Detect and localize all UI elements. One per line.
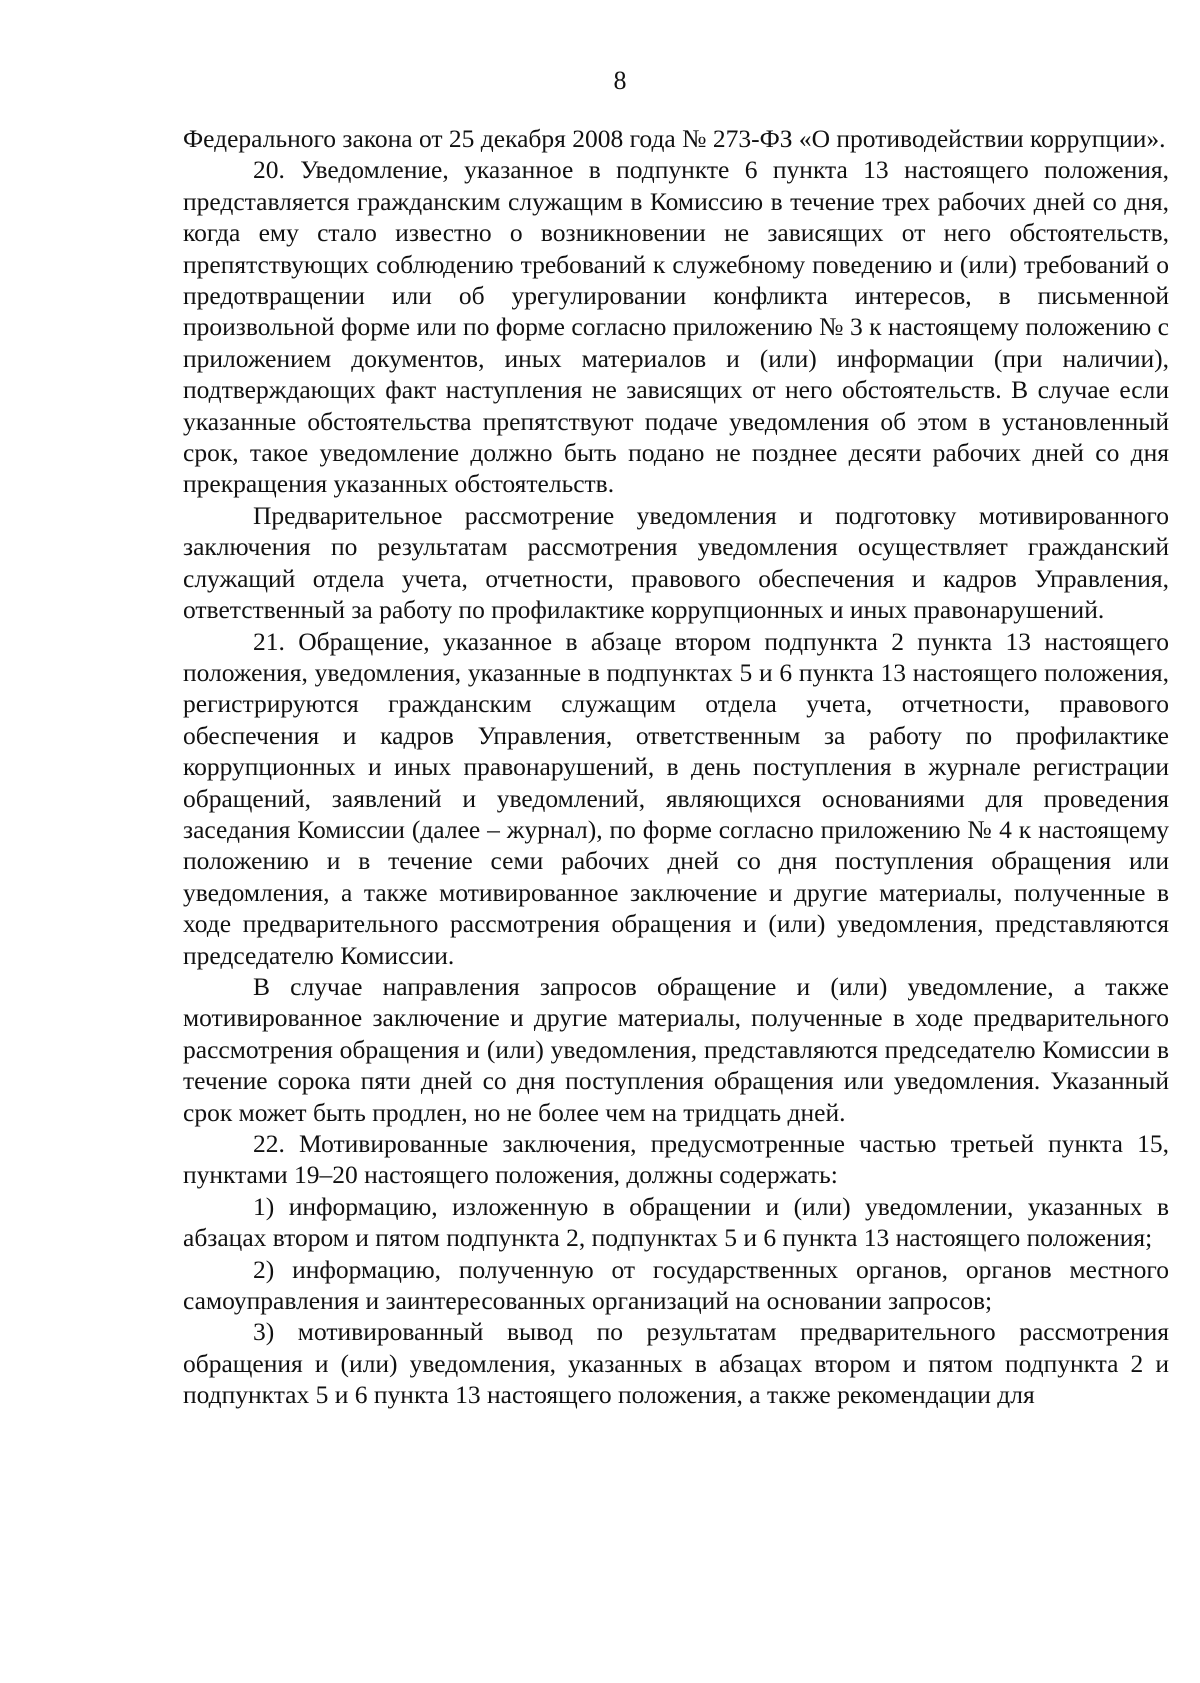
document-body: [183, 123, 1169, 1411]
list-item-3: 3) мотивированный вывод по результатам предварительного рассмотрения обращения и (или) уведомления, указанных в абзацах втором и пятом подпункта 2 и подпунктах 5 и 6 пункта 13 настоящего положения, а также рекомендации для: [183, 1317, 1169, 1410]
paragraph-item-21: 21. Обращение, указанное в абзаце втором подпункта 2 пункта 13 настоящего положения, уведомления, указанные в подпунктах 5 и 6 пункта 13 настоящего положения, регистрируются гражданским служащим отдела учета, отчетности, правового обеспечения и кадров Управления, ответственным за работу по профилактике коррупционных и иных правонарушений, в день поступления в журнале регистрации обращений, заявлений и уведомлений, являющихся основаниями для проведения заседания Комиссии (далее – журнал), по форме согласно приложению № 4 к настоящему положению и в течение семи рабочих дней со дня поступления обращения или уведомления, а также мотивированное заключение и другие материалы, полученные в ходе предварительного рассмотрения обращения и (или) уведомления, представляются председателю Комиссии.: [183, 626, 1169, 970]
paragraph-item-22: 22. Мотивированные заключения, предусмотренные частью третьей пункта 15, пунктами 19–20 настоящего положения, должны содержать:: [183, 1129, 1169, 1190]
paragraph-requests: В случае направления запросов обращение и (или) уведомление, а также мотивированное заключение и другие материалы, полученные в ходе предварительного рассмотрения обращения и (или) уведомления, представляются председателю Комиссии в течение сорока пяти дней со дня поступления обращения или уведомления. Указанный срок может быть продлен, но не более чем на тридцать дней.: [183, 971, 1169, 1127]
paragraph-preliminary-review: Предварительное рассмотрение уведомления и подготовку мотивированного заключения по результатам рассмотрения уведомления осуществляет гражданский служащий отдела учета, отчетности, правового обеспечения и кадров Управления, ответственный за работу по профилактике коррупционных и иных правонарушений.: [183, 500, 1169, 625]
paragraph-continuation: Федерального закона от 25 декабря 2008 года № 273-ФЗ «О противодействии коррупции».: [183, 124, 1166, 153]
list-item-2: 2) информацию, полученную от государственных органов, органов местного самоуправления и заинтересованных организаций на основании запросов;: [183, 1254, 1169, 1316]
paragraph-item-20: 20. Уведомление, указанное в подпункте 6 пункта 13 настоящего положения, представляется гражданским служащим в Комиссию в течение трех рабочих дней со дня, когда ему стало известно о возникновении не зависящих от него обстоятельств, препятствующих соблюдению требований к служебному поведению и (или) требований о предотвращении или об урегулировании конфликта интересов, в письменной произвольной форме или по форме согласно приложению № 3 к настоящему положению с приложением документов, иных материалов и (или) информации (при наличии), подтверждающих факт наступления не зависящих от него обстоятельств. В случае если указанные обстоятельства препятствуют подаче уведомления об этом в установленный срок, такое уведомление должно быть подано не позднее десяти рабочих дней со дня прекращения указанных обстоятельств.: [183, 155, 1169, 499]
page-number: 8: [613, 66, 627, 95]
list-item-1: 1) информацию, изложенную в обращении и (или) уведомлении, указанных в абзацах втором и пятом подпункта 2, подпунктах 5 и 6 пункта 13 настоящего положения;: [183, 1191, 1169, 1253]
